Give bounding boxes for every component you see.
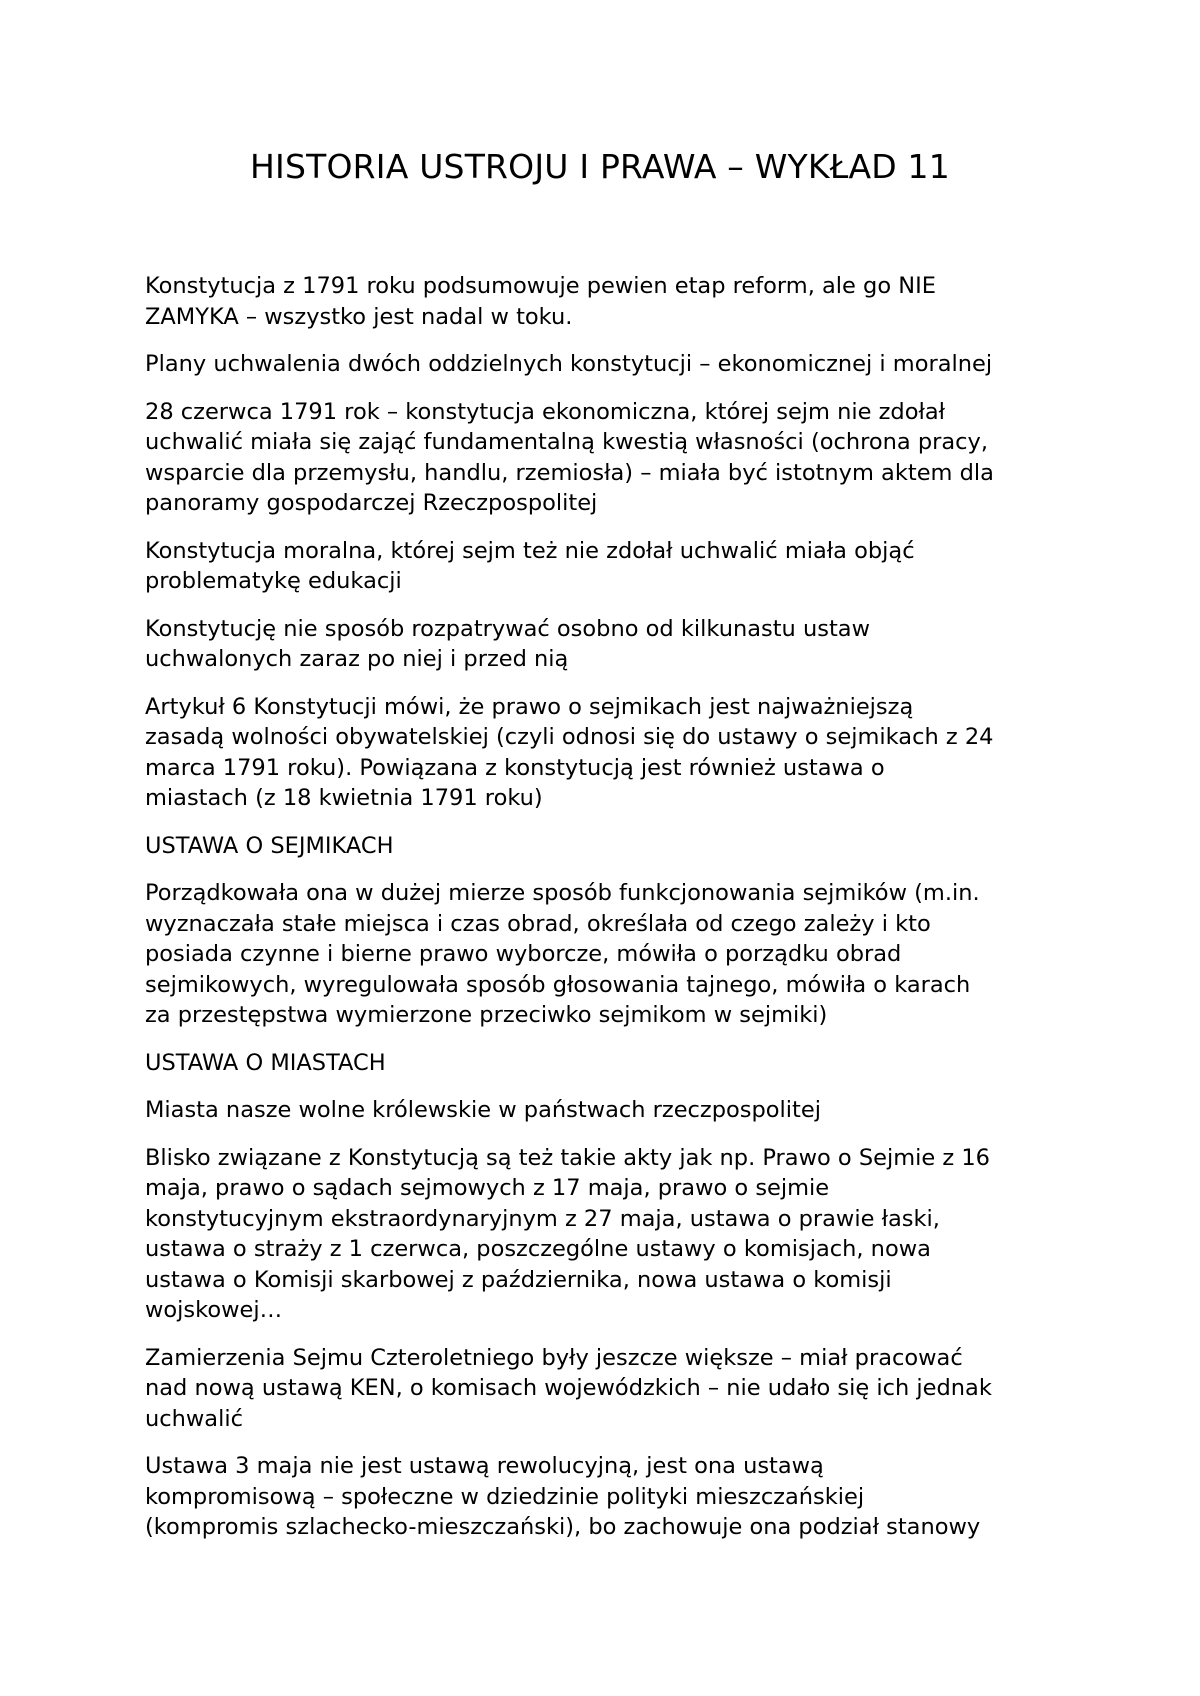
paragraph: Konstytucję nie sposób rozpatrywać osobno od kilkunastu ustaw uchwalonych zaraz po niej i przed nią (145, 615, 870, 672)
paragraph: Artykuł 6 Konstytucji mówi, że prawo o sejmikach jest najważniejszą zasadą wolności obywatelskiej (czyli odnosi się do ustawy o sejmikach z 24 marca 1791 roku). Powiązana z konstytucją jest również ustawa o miastach (z 18 kwietnia 1791 roku) (145, 693, 994, 811)
paragraph: Konstytucja z 1791 roku podsumowuje pewien etap reform, ale go NIE ZAMYKA – wszystko jest nadal w toku. (145, 273, 936, 330)
paragraph: Ustawa 3 maja nie jest ustawą rewolucyjną, jest ona ustawą kompromisową – społeczne w dziedzinie polityki mieszczańskiej (kompromis szlachecko-mieszczański), bo zachowuje ona podział stanowy (145, 1453, 981, 1540)
paragraph: Plany uchwalenia dwóch oddzielnych konstytucji – ekonomicznej i moralnej (145, 351, 993, 377)
paragraph: Blisko związane z Konstytucją są też takie akty jak np. Prawo o Sejmie z 16 maja, prawo o sądach sejmowych z 17 maja, prawo o sejmie konstytucyjnym ekstraordynaryjnym z 27 maja, ustawa o prawie łaski, ustawa o straży z 1 czerwca, poszczególne ustawy o komisjach, nowa ustawa o Komisji skarbowej z października, nowa ustawa o komisji wojskowej… (145, 1144, 990, 1323)
paragraph: Konstytucja moralna, której sejm też nie zdołał uchwalić miała objąć problematykę edukacji (145, 537, 915, 594)
paragraph: Zamierzenia Sejmu Czteroletniego były jeszcze większe – miał pracować nad nową ustawą KEN, o komisach wojewódzkich – nie udało się ich jednak uchwalić (145, 1344, 992, 1432)
section-heading: USTAWA O MIASTACH (145, 1049, 386, 1076)
document-title: HISTORIA USTROJU I PRAWA – WYKŁAD 11 (250, 147, 950, 186)
paragraph: 28 czerwca 1791 rok – konstytucja ekonomiczna, której sejm nie zdołał uchwalić miała się zająć fundamentalną kwestią własności (ochrona pracy, wsparcie dla przemysłu, handlu, rzemiosła) – miała być istotnym aktem dla panoramy gospodarczej Rzeczpospolitej (145, 398, 994, 516)
paragraph: Miasta nasze wolne królewskie w państwach rzeczpospolitej (145, 1097, 821, 1123)
paragraph: Porządkowała ona w dużej mierze sposób funkcjonowania sejmików (m.in. wyznaczała stałe miejsca i czas obrad, określała od czego zależy i kto posiada czynne i bierne prawo wyborcze, mówiła o porządku obrad sejmikowych, wyregulowała sposób głosowania tajnego, mówiła o karach za przestępstwa wymierzone przeciwko sejmikom w sejmiki) (145, 880, 980, 1028)
document-body (145, 271, 1075, 1560)
section-heading: USTAWA O SEJMIKACH (145, 832, 394, 859)
